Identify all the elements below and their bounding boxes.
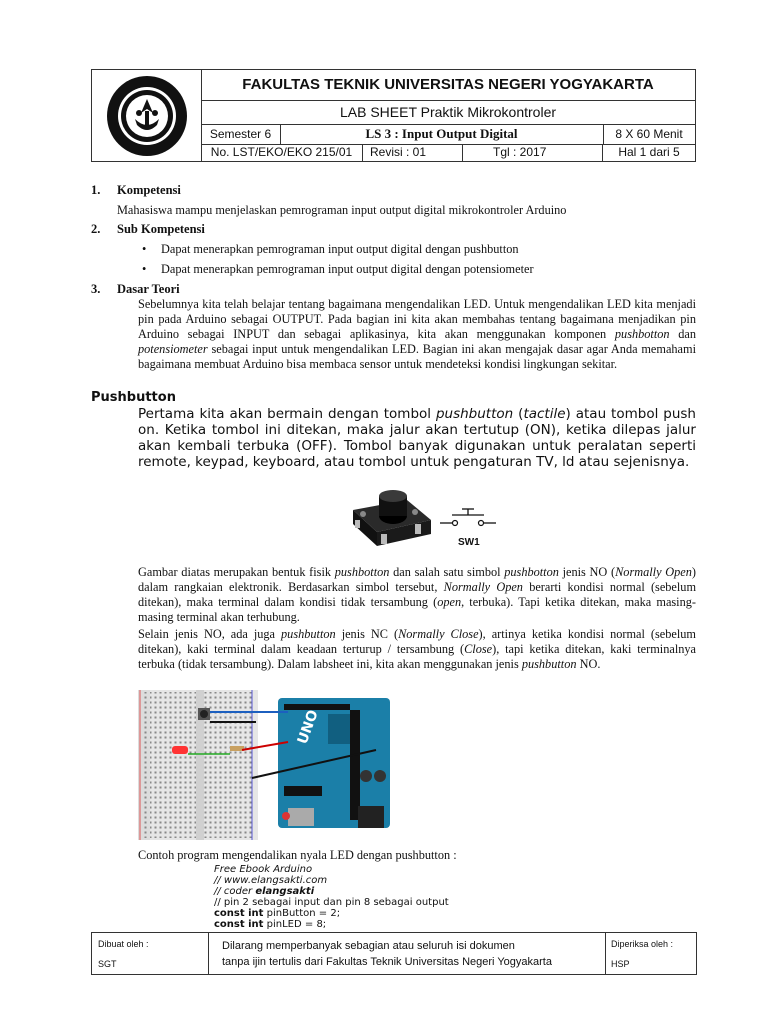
doc-number: No. LST/EKO/EKO 215/01	[201, 144, 363, 161]
footer-checked-by	[605, 933, 696, 974]
code-line	[214, 908, 449, 919]
duration: 8 X 60 Menit	[615, 127, 683, 141]
document-footer	[91, 932, 697, 975]
para-text: ), tapi ketika ditekan, kaki terminalnya terbuka (tidak tersambung). Dalam labsheet ini, kita akan menggunakan jenis	[138, 642, 696, 671]
intro-text: ) atau tombol push on. Ketika tombol ini ditekan, maka jalur akan tertutup (ON), ketika dilepas jalur akan kembali terbuka (OFF). Tombol banyak digunakan untuk peralatan seperti remote, keypad, keyboard, atau tombol untuk pengaturan TV, ld atau sejenisnya.	[138, 406, 696, 470]
para-emphasis: Close	[464, 642, 493, 656]
code-line	[214, 919, 449, 930]
checked-by-label: Diperiksa oleh :	[611, 939, 674, 949]
header-row-semester	[201, 124, 695, 145]
svg-text:UNO: UNO	[294, 708, 322, 747]
intro-text: Pertama kita akan bermain dengan tombol	[138, 406, 432, 422]
code-line: // pin 2 sebagai input dan pin 8 sebagai output	[214, 897, 449, 908]
section-1-title: Kompetensi	[117, 183, 181, 197]
intro-emphasis: tactile	[523, 406, 566, 422]
page-number: Hal 1 dari 5	[618, 145, 680, 159]
bullet-icon: •	[142, 242, 147, 256]
university-logo-cell	[92, 70, 202, 161]
intro-emphasis: pushbutton	[435, 406, 514, 422]
ls-title: LS 3 : Input Output Digital	[280, 124, 604, 144]
para-text: jenis NC (	[341, 627, 399, 641]
no-paragraph	[138, 565, 696, 625]
code-keyword: const int	[214, 919, 264, 930]
para-emphasis: open	[437, 595, 462, 609]
switch-symbol-icon	[440, 505, 496, 529]
sheet-title	[201, 100, 695, 125]
theory-emphasis: pushbotton	[614, 327, 670, 341]
para-text: ), artinya ketika kondisi normal (sebelum ditekan), kaki terminal dalam keadaan terturup / tersambung (	[138, 627, 696, 656]
header-row-docno	[201, 144, 695, 161]
sheet-title-text: LAB SHEET Praktik Mikrokontroler	[339, 104, 557, 120]
para-text: Gambar diatas merupakan bentuk fisik	[138, 565, 332, 579]
code-keyword: const int	[214, 908, 264, 919]
section-3-title: Dasar Teori	[117, 282, 180, 296]
code-line: Free Ebook Arduino	[214, 864, 313, 875]
switch-symbol-label: SW1	[458, 537, 480, 548]
revision: Revisi : 01	[362, 144, 463, 161]
code-text: pinLED = 8;	[263, 919, 327, 930]
sub-competency-item: Dapat menerapkan pemrograman input output digital dengan pushbutton	[161, 242, 519, 256]
made-by-value: SGT	[98, 959, 117, 969]
intro-text: (	[518, 406, 524, 422]
nc-paragraph	[138, 627, 696, 672]
theory-text: Sebelumnya kita telah belajar tentang bagaimana mengendalikan LED. Untuk mengendalikan LED kita menjadi pin pada Arduino sebagai OUTPUT. Pada bagian ini kita akan membahas tentang bagaimana menjadikan pin Arduino sebagai INPUT dan sebagai aplikasinya, kita akan menggunakan komponen	[138, 297, 696, 341]
para-text: NO.	[579, 657, 601, 671]
para-emphasis: pushbotton	[504, 565, 559, 579]
made-by-label: Dibuat oleh :	[98, 939, 149, 949]
para-emphasis: pushbutton	[281, 627, 336, 641]
para-emphasis: Normally Open	[615, 565, 692, 579]
section-2-number: 2.	[91, 222, 101, 236]
para-text: ) dalam rangkaian elektronik. Berdasarkan simbol tersebut,	[138, 565, 696, 594]
para-emphasis: pushbutton	[521, 657, 577, 671]
para-text: dan salah satu simbol	[393, 565, 501, 579]
code-line	[214, 886, 449, 897]
arduino-circuit-image	[138, 690, 394, 840]
sub-competency-item: Dapat menerapkan pemrograman input output digital dengan potensiometer	[161, 262, 534, 276]
footer-made-by	[92, 933, 209, 974]
theory-paragraph	[138, 297, 696, 372]
university-logo	[99, 73, 195, 159]
section-2-title: Sub Kompetensi	[117, 222, 205, 236]
code-comment: // coder	[214, 886, 256, 897]
code-listing	[214, 864, 449, 930]
section-3-number: 3.	[91, 282, 101, 296]
tactile-switch-image	[345, 490, 435, 552]
institution-name: FAKULTAS TEKNIK UNIVERSITAS NEGERI YOGYAKARTA	[201, 70, 695, 101]
theory-emphasis: potensiometer	[138, 342, 208, 356]
section-1-text: Mahasiswa mampu menjelaskan pemrograman input output digital mikrokontroler Arduino	[117, 203, 567, 217]
date: Tgl : 2017	[463, 144, 603, 161]
bullet-icon: •	[142, 262, 147, 276]
pushbutton-heading: Pushbutton	[91, 390, 176, 405]
theory-text: sebagai input untuk mengendalikan LED. Bagian ini akan mengajak dasar agar Anda memahami bagaimana membuat Arduino bisa membaca sensor untuk mendeteksi kondisi lingkungan sekitar.	[138, 342, 696, 371]
footer-notice	[208, 933, 606, 974]
para-text: Selain jenis NO, ada juga	[138, 627, 276, 641]
section-1-number: 1.	[91, 183, 101, 197]
semester: Semester 6	[201, 124, 281, 144]
para-emphasis: Normally Close	[398, 627, 479, 641]
checked-by-value: HSP	[611, 959, 630, 969]
para-emphasis: pushbotton	[334, 565, 390, 579]
notice-line-2: tanpa ijin tertulis dari Fakultas Teknik Universitas Negeri Yogyakarta	[222, 956, 552, 968]
example-caption: Contoh program mengendalikan nyala LED dengan pushbutton :	[138, 848, 457, 862]
notice-line-1: Dilarang memperbanyak sebagian atau seluruh isi dokumen	[222, 940, 515, 952]
theory-text: dan	[678, 327, 697, 341]
code-line: // www.elangsakti.com	[214, 875, 328, 886]
para-text: berarti kondisi normal (sebelum ditekan), maka terminal dalam kondisi tidak tersambung (	[138, 580, 697, 609]
para-text: jenis NO (	[562, 565, 616, 579]
pushbutton-intro	[138, 406, 696, 470]
para-emphasis: Normally Open	[443, 580, 523, 594]
para-text: , terbuka). Tapi ketika ditekan, maka masing-masing terminal akan terhubung.	[138, 595, 696, 624]
document-header	[91, 69, 696, 162]
code-text: pinButton = 2;	[263, 908, 341, 919]
code-comment-bold: elangsakti	[255, 886, 315, 897]
